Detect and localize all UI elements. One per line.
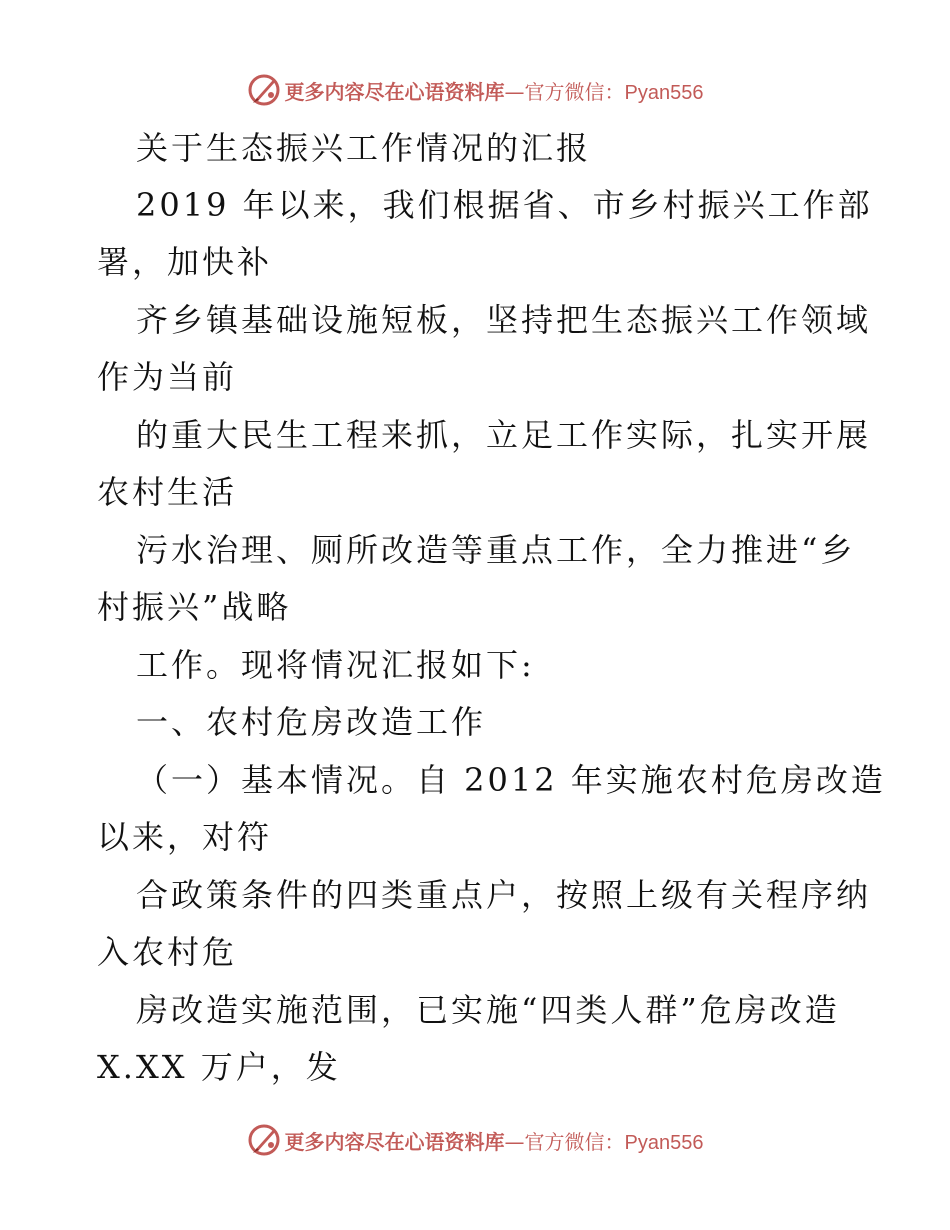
section-heading: 一、农村危房改造工作 xyxy=(136,703,487,741)
paragraph-line: 以来，对符 xyxy=(97,818,273,856)
banner-text xyxy=(285,1126,704,1155)
paragraph-line: 作为当前 xyxy=(97,358,238,396)
banner-text xyxy=(285,76,704,105)
paragraph-line: 村振兴”战略 xyxy=(97,588,292,626)
paragraph-line: 入农村危 xyxy=(97,933,238,971)
banner-separator: — xyxy=(504,79,525,104)
paragraph-line: 的重大民生工程来抓，立足工作实际，扎实开展 xyxy=(136,416,872,454)
paragraph-line: 齐乡镇基础设施短板，坚持把生态振兴工作领域 xyxy=(136,301,872,339)
paragraph-line: 农村生活 xyxy=(97,473,238,511)
paragraph-line: X.XX 万户，发 xyxy=(97,1048,341,1086)
banner-wechat-label: 官方微信： xyxy=(524,79,625,104)
paragraph-line: 工作。现将情况汇报如下: xyxy=(136,646,535,684)
banner-main-text: 更多内容尽在心语资料库 xyxy=(284,1129,505,1154)
red-quill-pen-icon xyxy=(247,73,281,107)
banner-wechat-label: 官方微信： xyxy=(524,1129,625,1154)
paragraph-line: 署，加快补 xyxy=(97,243,273,281)
paragraph-line: 污水治理、厕所改造等重点工作，全力推进“乡 xyxy=(136,531,856,569)
banner-separator: — xyxy=(504,1129,525,1154)
paragraph-line: 2019 年以来，我们根据省、市乡村振兴工作部 xyxy=(136,186,873,224)
footer-watermark-banner xyxy=(0,1120,950,1160)
red-quill-pen-icon xyxy=(247,1123,281,1157)
banner-wechat-id: Pyan556 xyxy=(624,1131,704,1154)
paragraph-line: （一）基本情况。自 2012 年实施农村危房改造 xyxy=(136,761,886,799)
paragraph-line: 房改造实施范围，已实施“四类人群”危房改造 xyxy=(136,991,840,1029)
header-watermark-banner xyxy=(0,70,950,110)
banner-main-text: 更多内容尽在心语资料库 xyxy=(284,79,505,104)
banner-wechat-id: Pyan556 xyxy=(624,81,704,104)
document-title: 关于生态振兴工作情况的汇报 xyxy=(136,129,592,167)
paragraph-line: 合政策条件的四类重点户，按照上级有关程序纳 xyxy=(136,876,872,914)
